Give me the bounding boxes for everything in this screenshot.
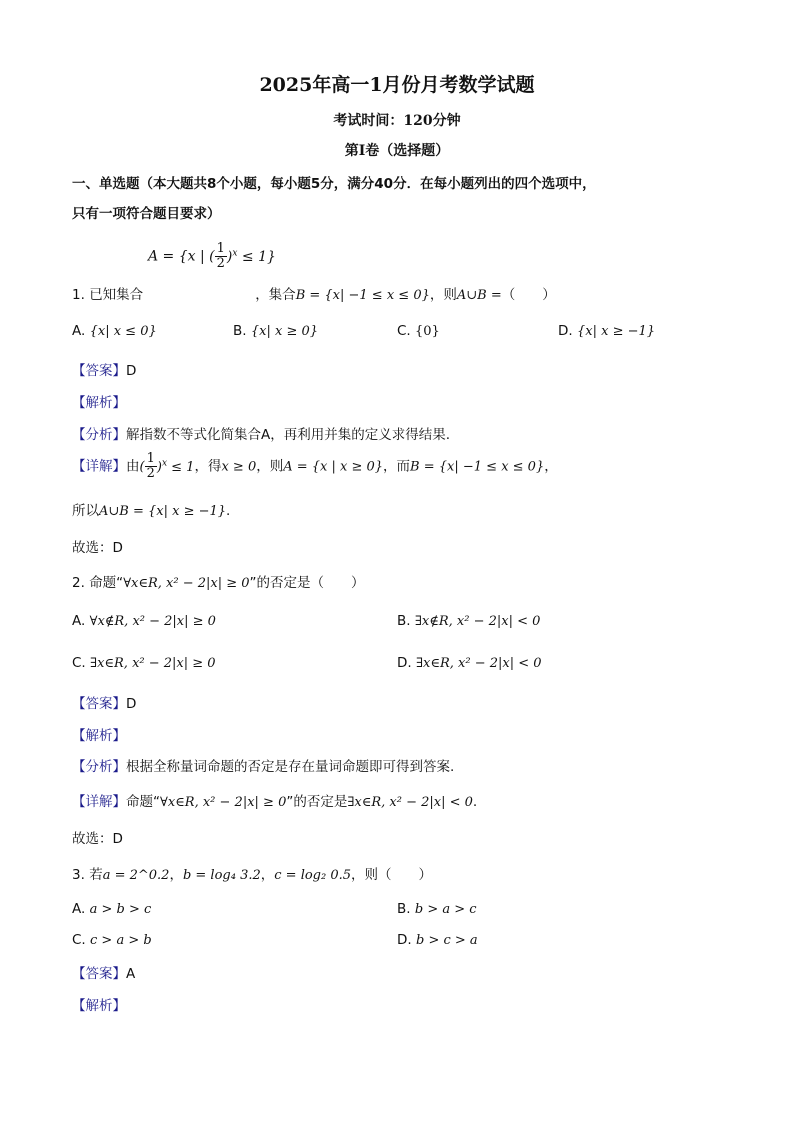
xiangjie-text: ，则 [256,458,284,475]
q2-number: 2. [72,575,85,591]
xiangjie-math: ∀x∈R, x² − 2|x| ≥ 0 [160,795,287,810]
q3-number: 3. [72,867,85,883]
xiangjie-text: ”的否定是 [286,794,348,810]
exam-title: 2025年高一1月份月考数学试题 [259,74,535,96]
q1-option-c[interactable] [397,323,440,339]
q2-stem-math: ∀x∈R, x² − 2|x| ≥ 0 [123,576,250,591]
q3-stem [72,863,432,883]
option-label: D. [397,932,412,948]
option-text: b > c > a [415,933,478,948]
xiangjie-text: ，得 [194,458,222,475]
option-text: b > a > c [414,902,477,917]
q1-choice: 故选：D [72,540,123,556]
xiangjie-text: 命题“ [126,794,160,810]
option-text: {x| x ≤ 0} [89,324,157,339]
q1-option-a[interactable] [72,323,157,339]
option-text: ∃x∈R, x² − 2|x| < 0 [415,656,542,671]
q1-stem-c: ，则 [429,287,457,303]
option-label: A. [72,901,86,917]
q3-option-a[interactable] [72,901,151,917]
option-label: C. [72,655,86,671]
q3-stem-a: 若 [89,867,103,883]
fenxi-tag: 【分析】 [72,427,126,443]
xiangjie-math: A = {x | x ≥ 0} [283,459,384,475]
option-label: C. [72,932,86,948]
q3-sep: ， [260,867,275,883]
option-text: a > b > c [89,902,152,917]
q3-expr-b: b = log₄ 3.2 [182,868,261,883]
xiangjie-math: x ≥ 0 [221,459,257,475]
q1-union: A∪B = [456,288,502,303]
option-label: A. [72,613,86,629]
q1-option-b[interactable] [233,323,318,339]
section-heading-line2: 只有一项符合题目要求） [72,206,221,222]
q1-answer [72,359,136,379]
q2-stem [72,571,365,591]
q2-stem-b: ”的否定是（ ） [249,575,365,591]
option-label: A. [72,323,86,339]
answer-tag: 【答案】 [72,696,126,712]
q2-option-c[interactable] [72,655,216,671]
fenxi-text: 解指数不等式化简集合A，再利用并集的定义求得结果. [126,427,451,443]
q1-stem-a: 已知集合 [89,287,144,303]
option-label: B. [397,901,411,917]
q1-fenxi [72,423,450,443]
q2-fenxi [72,755,454,775]
fenxi-text: 根据全称量词命题的否定是存在量词命题即可得到答案. [126,759,455,775]
option-label: B. [397,613,411,629]
q3-sep: ， [169,867,183,883]
q1-stem [72,283,556,303]
q3-option-b[interactable] [397,901,477,917]
xiangjie-math: B = {x| −1 ≤ x ≤ 0} [410,459,545,475]
option-label: B. [233,323,247,339]
q2-option-a[interactable] [72,613,216,629]
q2-answer [72,692,136,712]
q3-option-c[interactable] [72,932,152,948]
q2-stem-a: 命题“ [89,575,124,591]
xiangjie-text: ， [544,458,558,475]
option-text: ∃x∉R, x² − 2|x| < 0 [414,614,541,629]
q1-stem-b: ，集合 [255,287,296,303]
q1-xiangjie: 【详解】由( $\frac{1}{2}$ )$^x$ ≤ 1，得x ≥ 0，则A = {x | x ≥ 0}，而B = {x| −1 ≤ x ≤ 0}， [72,451,558,481]
q1-set-a-display: A = {x | ( $\frac{1}{2}$ )$^x$ ≤ 1} [148,241,276,271]
q3-option-d[interactable] [397,932,478,948]
q2-xiangjie [72,790,477,810]
q2-option-b[interactable] [397,613,540,629]
xiangjie-end: . [472,794,478,810]
q3-expr-a: a = 2^0.2 [102,868,170,883]
q2-analysis-tag: 【解析】 [72,728,126,744]
option-label: C. [397,323,411,339]
q1-paren: （ ） [501,287,556,303]
option-text: c > a > b [90,933,152,948]
q2-option-d[interactable] [397,655,542,671]
xiangjie-tag: 【详解】 [72,458,126,475]
section-heading-line1: 一、单选题（本大题共8个小题，每小题5分，满分40分．在每小题列出的四个选项中， [72,176,596,192]
answer-tag: 【答案】 [72,363,126,379]
exam-time: 考试时间：120分钟 [333,113,461,129]
option-text: {0} [415,324,440,339]
answer-tag: 【答案】 [72,966,126,982]
option-text: ∃x∈R, x² − 2|x| ≥ 0 [90,656,216,671]
q3-answer [72,962,135,982]
option-label: D. [558,323,573,339]
xiangjie-text: ，而 [383,458,411,475]
q1-set-b: B = {x| −1 ≤ x ≤ 0} [295,288,430,303]
q3-stem-b: ，则（ ） [351,867,433,883]
option-text: ∀x∉R, x² − 2|x| ≥ 0 [89,614,216,629]
q1-number: 1. [72,287,85,303]
q2-choice: 故选：D [72,831,123,847]
option-text: {x| x ≥ 0} [250,324,319,339]
conclusion-end: . [226,503,231,519]
q3-expr-c: c = log₂ 0.5 [274,868,352,883]
xiangjie-math: ∃x∈R, x² − 2|x| < 0 [347,795,473,810]
volume-heading: 第I卷（选择题） [344,143,450,159]
xiangjie-tag: 【详解】 [72,794,126,810]
xiangjie-text: 由 [126,458,140,475]
answer-value: A [126,966,136,982]
conclusion-math: A∪B = {x| x ≥ −1} [99,504,227,519]
option-text: {x| x ≥ −1} [576,324,656,339]
q1-analysis-tag: 【解析】 [72,395,126,411]
conclusion-text: 所以 [72,503,99,519]
option-label: D. [397,655,412,671]
q3-analysis-tag: 【解析】 [72,998,126,1014]
q1-conclusion [72,499,230,519]
fenxi-tag: 【分析】 [72,759,126,775]
answer-value: D [126,363,137,379]
answer-value: D [126,696,137,712]
q1-option-d[interactable] [558,323,655,339]
